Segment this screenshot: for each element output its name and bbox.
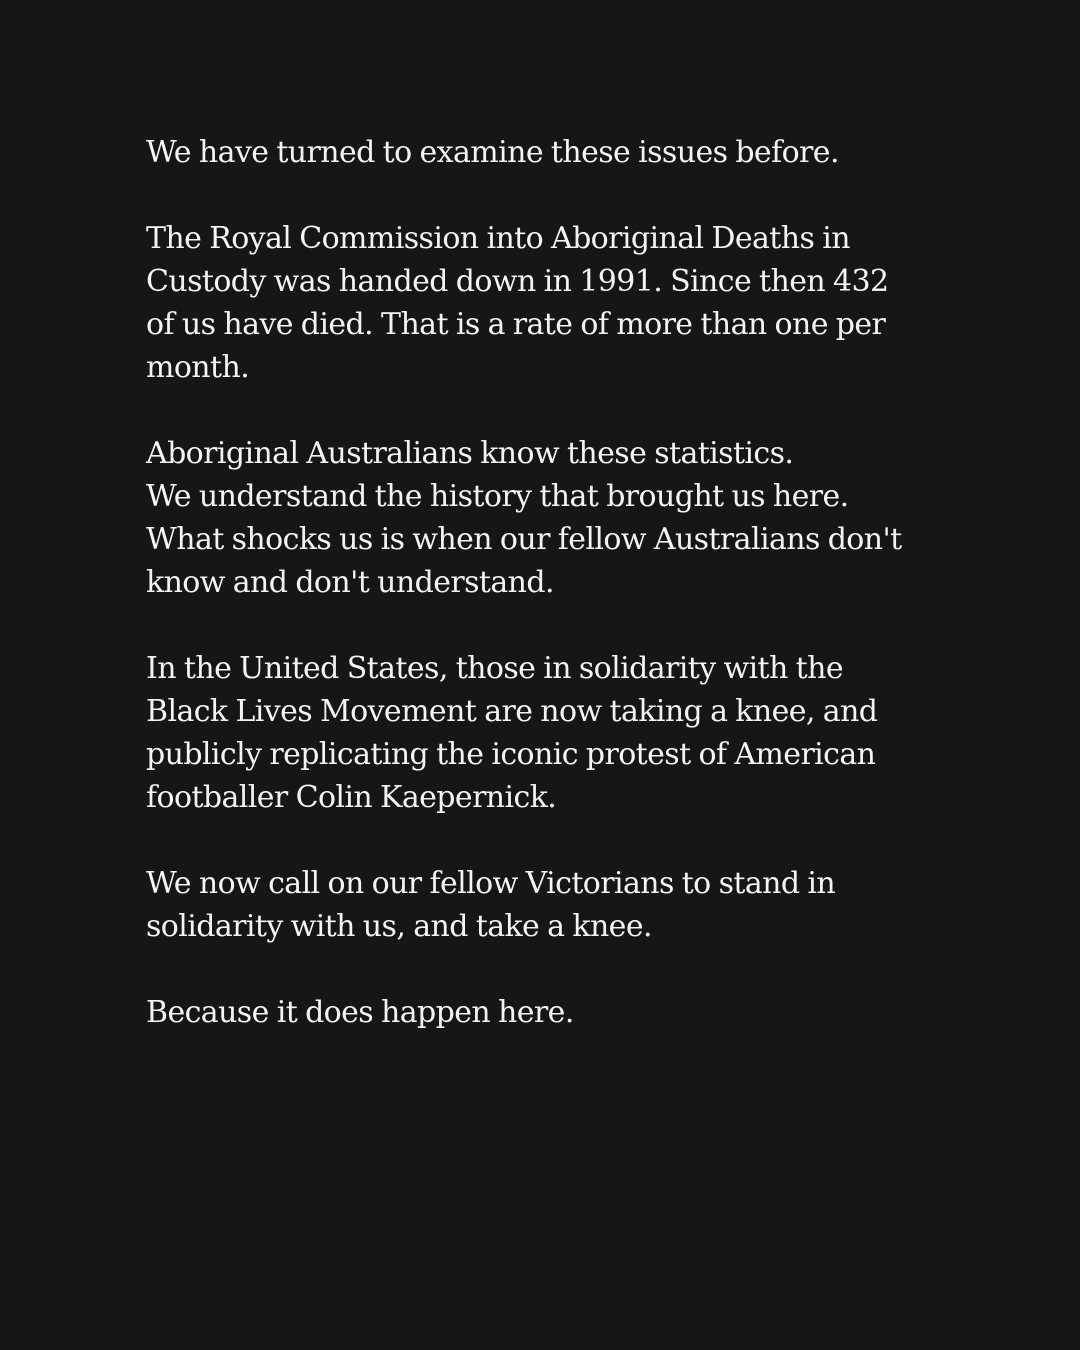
paragraph-intro bbox=[146, 131, 946, 174]
text-line: The Royal Commission into Aboriginal Deaths in bbox=[146, 221, 850, 256]
paragraph-statistics bbox=[146, 432, 946, 604]
text-line: Aboriginal Australians know these statistics. bbox=[146, 436, 794, 471]
text-line: solidarity with us, and take a knee. bbox=[146, 909, 652, 944]
paragraph-call-to-action bbox=[146, 862, 946, 948]
text-line: We understand the history that brought us here. bbox=[146, 479, 849, 514]
text-line: Custody was handed down in 1991. Since then 432 bbox=[146, 264, 889, 299]
text-line: We have turned to examine these issues before. bbox=[146, 135, 839, 170]
text-line: We now call on our fellow Victorians to stand in bbox=[146, 866, 836, 901]
text-line: of us have died. That is a rate of more than one per bbox=[146, 307, 886, 342]
text-line: footballer Colin Kaepernick. bbox=[146, 780, 557, 815]
statement-text-block bbox=[146, 131, 946, 1034]
paragraph-royal-commission bbox=[146, 217, 946, 389]
text-line: month. bbox=[146, 350, 250, 385]
text-line: Because it does happen here. bbox=[146, 995, 574, 1030]
text-line: What shocks us is when our fellow Australians don't bbox=[146, 522, 902, 557]
text-line: Black Lives Movement are now taking a knee, and bbox=[146, 694, 878, 729]
paragraph-closing bbox=[146, 991, 946, 1034]
text-line: know and don't understand. bbox=[146, 565, 554, 600]
paragraph-united-states bbox=[146, 647, 946, 819]
text-line: publicly replicating the iconic protest of American bbox=[146, 737, 876, 772]
text-line: In the United States, those in solidarity with the bbox=[146, 651, 844, 686]
